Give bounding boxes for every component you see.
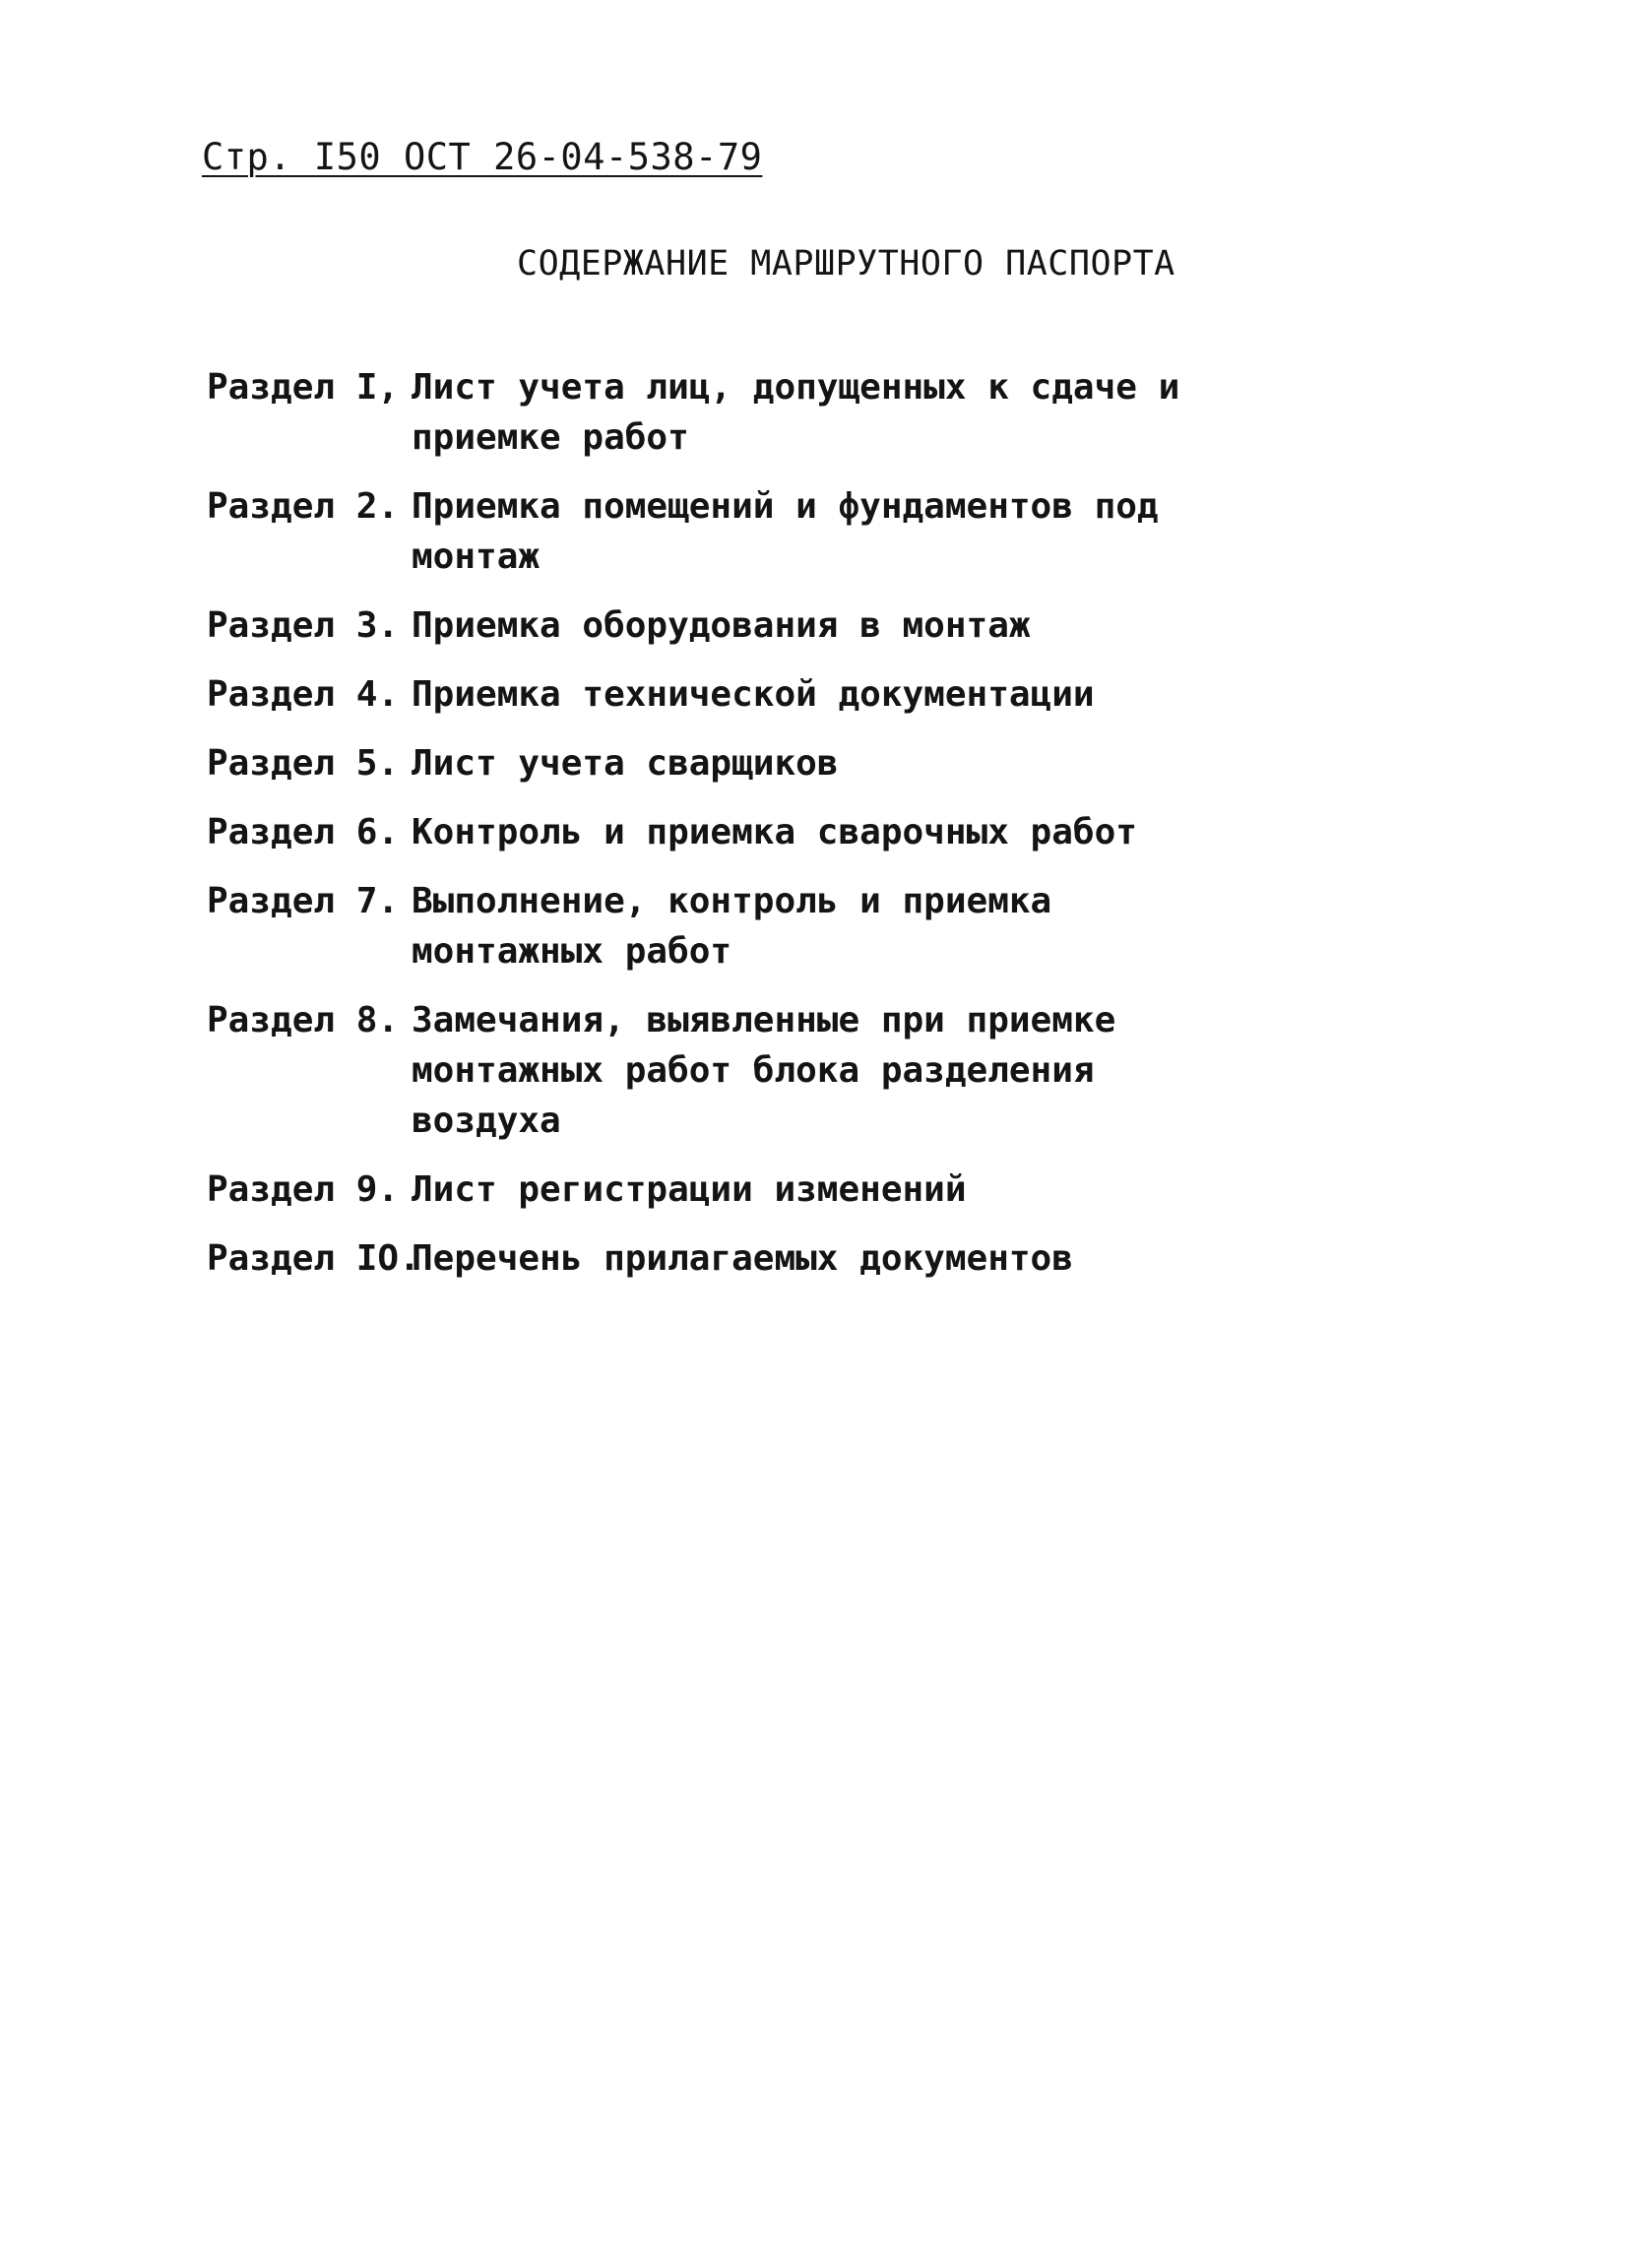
toc-item-section-8	[207, 995, 1290, 1146]
toc-section-title: Контроль и приемка сварочных работ	[412, 812, 1137, 852]
toc-item-section-9	[207, 1165, 1290, 1215]
toc-section-title: Приемка помещений и фундаментов под монтаж	[412, 486, 1159, 577]
toc-section-title: Лист учета сварщиков	[412, 743, 839, 784]
toc-section-number: Раздел 3.	[207, 605, 400, 646]
toc-section-number: Раздел 5.	[207, 743, 400, 784]
toc-section-number: Раздел IO.	[207, 1238, 420, 1279]
toc-section-number: Раздел 4.	[207, 674, 400, 715]
toc-section-number: Раздел 2.	[207, 486, 400, 527]
toc-section-title: Выполнение, контроль и приемка монтажных работ	[412, 881, 1052, 972]
toc-section-number: Раздел 8.	[207, 1000, 400, 1040]
toc-section-title: Приемка оборудования в монтаж	[412, 605, 1031, 646]
toc-item-section-7	[207, 876, 1290, 976]
toc-section-number: Раздел 7.	[207, 881, 400, 921]
toc-item-section-6	[207, 807, 1290, 857]
toc-section-number: Раздел 9.	[207, 1169, 400, 1210]
toc-section-title: Замечания, выявленные при приемке монтажных работ блока разделения воздуха	[412, 1000, 1116, 1141]
toc-section-title: Лист учета лиц, допущенных к сдаче и приемке работ	[412, 367, 1180, 458]
toc-item-section-4	[207, 669, 1290, 720]
toc-section-number: Раздел 6.	[207, 812, 400, 852]
toc-item-section-2	[207, 481, 1290, 582]
toc-section-number: Раздел I,	[207, 367, 400, 408]
toc-item-section-3	[207, 600, 1290, 651]
toc-item-section-1	[207, 362, 1290, 463]
page-header-reference: Стр. I50 ОСТ 26-04-538-79	[202, 136, 763, 178]
toc-item-section-10	[207, 1233, 1290, 1284]
toc-section-title: Приемка технической документации	[412, 674, 1095, 715]
toc-section-title: Перечень прилагаемых документов	[412, 1238, 1073, 1279]
document-title: СОДЕРЖАНИЕ МАРШРУТНОГО ПАСПОРТА	[517, 244, 1175, 284]
toc-section-title: Лист регистрации изменений	[412, 1169, 967, 1210]
toc-item-section-5	[207, 738, 1290, 788]
table-of-contents	[207, 362, 1290, 1302]
